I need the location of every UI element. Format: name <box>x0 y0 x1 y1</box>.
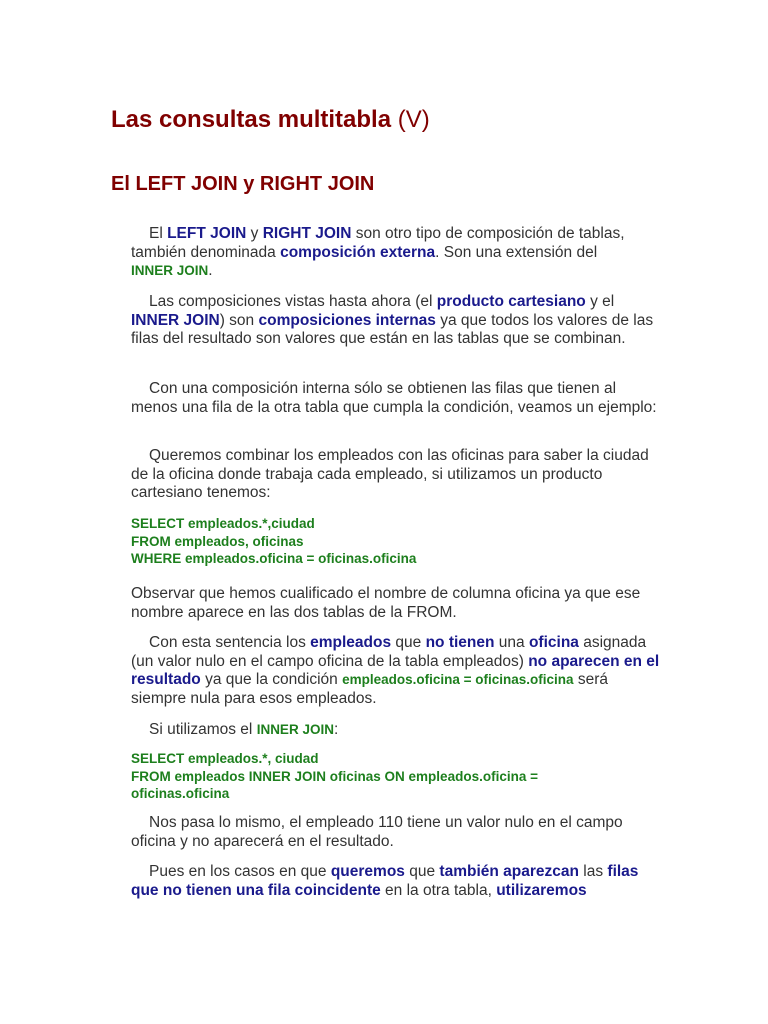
keyword: filas que no tienen una fila coincidente <box>131 863 639 899</box>
paragraph-6 <box>131 634 661 708</box>
keyword: utilizaremos <box>496 881 587 899</box>
text: Observar que hemos cualificado el nombre de columna oficina ya que ese nombre aparece en las dos tablas de la FROM. <box>131 585 641 621</box>
text: ya que todos los valores de las filas del resultado son valores que están en las tablas que se combinan. <box>131 311 654 347</box>
keyword: composición externa <box>280 243 436 261</box>
text: Con una composición interna sólo se obtienen las filas que tienen al menos una fila de la otra tabla que cumpla la condición, veamos un ejemplo: <box>131 380 657 416</box>
keyword: RIGHT JOIN <box>262 225 352 242</box>
text: Las composiciones vistas hasta ahora (el <box>149 293 437 310</box>
paragraph-3 <box>131 380 661 417</box>
text: . <box>208 262 213 279</box>
paragraph-7 <box>131 721 661 740</box>
sql-inline: INNER JOIN <box>256 722 334 737</box>
text: asignada (un valor nulo en el campo oficina de la tabla empleados) <box>131 634 647 670</box>
page-title <box>111 106 430 134</box>
sql-inline: empleados.oficina = oficinas.oficina <box>342 672 574 687</box>
text: Si utilizamos el <box>149 721 257 738</box>
text: Con esta sentencia los <box>149 634 311 651</box>
code-line: oficinas.oficina <box>131 786 230 801</box>
text: las <box>578 863 608 880</box>
text: en la otra tabla, <box>380 881 497 899</box>
text: ) son <box>219 311 259 329</box>
keyword: LEFT JOIN <box>167 225 247 242</box>
keyword: composiciones internas <box>258 311 436 329</box>
keyword: no aparecen en el resultado <box>131 652 660 688</box>
paragraph-2 <box>131 293 661 349</box>
keyword: producto cartesiano <box>436 293 586 310</box>
code-line: FROM empleados INNER JOIN oficinas ON empleados.oficina = <box>131 768 538 784</box>
code-line: FROM empleados, oficinas <box>131 533 304 549</box>
code-block-2 <box>131 750 538 803</box>
paragraph-1 <box>131 225 661 281</box>
text: será siempre nula para esos empleados. <box>131 671 609 707</box>
text: El <box>149 225 168 242</box>
text: Queremos combinar los empleados con las oficinas para saber la ciudad de la oficina donde trabaja cada empleado, si utilizamos un producto cartesiano tenemos: <box>131 447 649 501</box>
sql-inline: INNER JOIN <box>131 263 209 278</box>
page-title-suffix: (V) <box>397 106 430 133</box>
paragraph-5 <box>131 585 661 622</box>
code-line: SELECT empleados.*, ciudad <box>131 751 319 766</box>
text: y el <box>585 293 615 310</box>
text: . Son una extensión del <box>435 243 598 261</box>
keyword: oficina <box>528 634 579 651</box>
code-block-1 <box>131 515 416 568</box>
keyword: INNER JOIN <box>131 311 220 329</box>
code-line: SELECT empleados.*,ciudad <box>131 516 315 531</box>
text: Nos pasa lo mismo, el empleado 110 tiene un valor nulo en el campo oficina y no aparecerá en el resultado. <box>131 814 623 850</box>
text: son otro tipo de composición de tablas, también denominada <box>131 225 625 261</box>
text: una <box>494 634 529 651</box>
page-title-main: Las consultas multitabla <box>111 106 392 133</box>
text: que <box>404 863 440 880</box>
keyword: también aparezcan <box>439 863 579 880</box>
keyword: no tienen <box>425 634 495 651</box>
text: Pues en los casos en que <box>149 863 331 880</box>
paragraph-8 <box>131 814 661 851</box>
paragraph-4 <box>131 447 661 503</box>
code-line: WHERE empleados.oficina = oficinas.oficina <box>131 551 417 566</box>
text: ya que la condición <box>200 671 343 688</box>
text: y <box>246 225 263 242</box>
paragraph-9 <box>131 863 661 900</box>
section-title: El LEFT JOIN y RIGHT JOIN <box>111 173 375 195</box>
keyword: empleados <box>310 634 392 651</box>
text: que <box>391 634 426 651</box>
keyword: queremos <box>330 863 405 880</box>
text: : <box>333 721 339 738</box>
